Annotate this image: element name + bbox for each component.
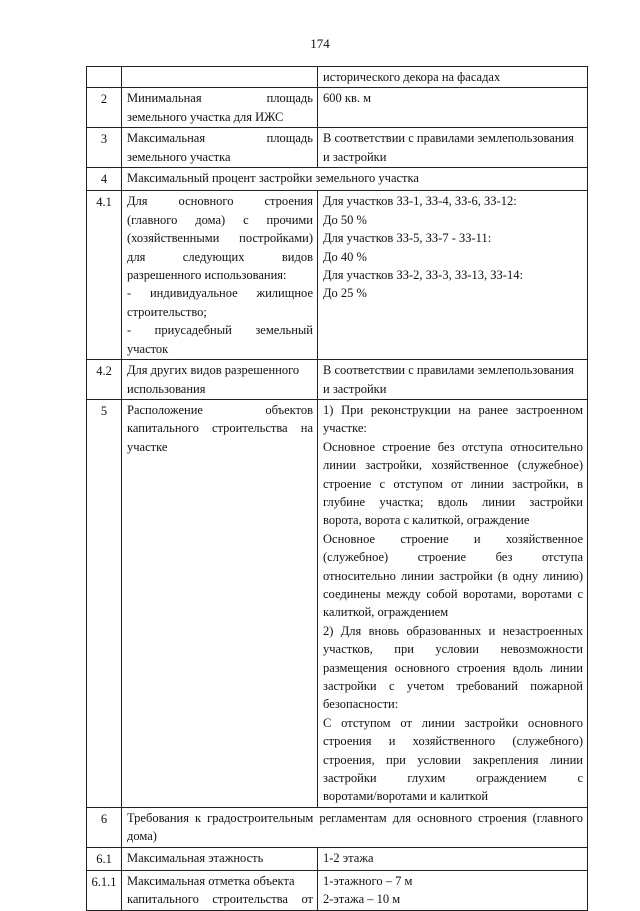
text-line: строительство; [127, 304, 207, 319]
table-row [87, 360, 588, 400]
text-line: Основное строение без отступа относительно [323, 439, 583, 454]
row-number: 2 [87, 88, 122, 128]
text-line: участок [127, 341, 169, 356]
text-line: С отступом от линии застройки основного [323, 715, 583, 730]
parameter-value [318, 399, 588, 807]
text-line: соединены между собой воротами, воротами с [323, 586, 583, 601]
text-line: линии застройки, хозяйственное (служебное) [323, 458, 583, 473]
table-row [87, 191, 588, 360]
parameter-name [122, 360, 318, 400]
text-line: (хозяйственными постройками) [127, 231, 313, 246]
table-row [87, 168, 588, 191]
regulations-table [86, 66, 588, 911]
text-line: Минимальная площадь [127, 91, 313, 106]
text-line: До 25 % [323, 286, 367, 301]
parameter-name [122, 88, 318, 128]
parameter-value [318, 871, 588, 911]
text-line: относительно линии застройки (в одну линию) [323, 568, 583, 583]
text-line: - индивидуальное жилищное [127, 286, 313, 301]
text-line: Для участков ЗЗ-1, ЗЗ-4, ЗЗ-6, ЗЗ-12: [323, 194, 517, 209]
text-line: участке [127, 439, 168, 454]
text-line: (главного дома) с прочими [127, 212, 313, 227]
parameter-name: Максимальная этажность [122, 847, 318, 870]
text-line: 2) Для вновь образованных и незастроенных [323, 623, 583, 638]
text-line: В соответствии с правилами землепользования [323, 363, 574, 378]
section-heading: Максимальный процент застройки земельного участка [122, 168, 588, 191]
text-line: разрешенного использования: [127, 268, 287, 283]
text-line: земельного участка для ИЖС [127, 109, 284, 124]
row-number: 3 [87, 128, 122, 168]
parameter-name [122, 871, 318, 911]
row-number [87, 67, 122, 88]
text-line: Основное строение и хозяйственное [323, 531, 583, 546]
table-row [87, 807, 588, 847]
parameter-value [318, 191, 588, 360]
row-number: 6.1.1 [87, 871, 122, 911]
text-line: размещения основного строения вдоль линии [323, 660, 583, 675]
parameter-name [122, 191, 318, 360]
parameter-value: 1-2 этажа [318, 847, 588, 870]
parameter-value: 600 кв. м [318, 88, 588, 128]
parameter-name [122, 399, 318, 807]
text-line: До 50 % [323, 212, 367, 227]
text-line: застройки глухим ограждением с [323, 771, 583, 786]
text-line: и застройки [323, 149, 387, 164]
table-row [87, 128, 588, 168]
row-number: 4.2 [87, 360, 122, 400]
row-number: 4 [87, 168, 122, 191]
table-row [87, 871, 588, 911]
text-line: безопасности: [323, 697, 399, 712]
text-line: Для участков ЗЗ-5, ЗЗ-7 - ЗЗ-11: [323, 231, 492, 246]
parameter-value [318, 360, 588, 400]
row-number: 6 [87, 807, 122, 847]
text-line: В соответствии с правилами землепользования [323, 131, 574, 146]
parameter-name [122, 67, 318, 88]
text-line: Расположение объектов [127, 402, 313, 417]
text-line: земельного участка [127, 149, 231, 164]
text-line: для следующих видов [127, 249, 313, 264]
table-row [87, 88, 588, 128]
text-line: ворота, ворота с калиткой, ограждение [323, 513, 530, 528]
row-number: 4.1 [87, 191, 122, 360]
text-line: использования [127, 381, 206, 396]
text-line: глубине участка; вдоль линии застройки [323, 494, 583, 509]
text-line: Требования к градостроительным регламентам для основного строения (главного [127, 810, 583, 825]
text-line: Для основного строения [127, 194, 313, 209]
page-number: 174 [310, 36, 330, 51]
text-line: капитального строительства от [127, 892, 313, 907]
table-row [87, 67, 588, 88]
text-line: До 40 % [323, 249, 367, 264]
parameter-value: исторического декора на фасадах [318, 67, 588, 88]
parameter-value [318, 128, 588, 168]
text-line: Максимальная площадь [127, 131, 313, 146]
text-line: застройки с учетом требований пожарной [323, 679, 583, 693]
text-line: строение с отступом от линии застройки, в [323, 476, 583, 491]
table-row [87, 847, 588, 870]
text-line: участке: [323, 421, 367, 436]
row-number: 6.1 [87, 847, 122, 870]
text-line: 1-этажного – 7 м [323, 874, 413, 889]
text-line: строения и хозяйственного (служебного) [323, 734, 583, 749]
table-row [87, 399, 588, 807]
text-line: - приусадебный земельный [127, 323, 313, 338]
text-line: (служебное) строение без отступа [323, 550, 583, 565]
parameter-name [122, 128, 318, 168]
text-line: Для других видов разрешенного [127, 363, 300, 378]
text-line: 1) При реконструкции на ранее застроенном [323, 402, 583, 417]
text-line: дома) [127, 829, 157, 844]
text-line: строения, при условии закрепления линии [323, 752, 583, 767]
text-line: калиткой, ограждением [323, 605, 449, 620]
text-line: воротами/воротами и калиткой [323, 789, 489, 804]
text-line: и застройки [323, 381, 387, 396]
text-line: Для участков ЗЗ-2, ЗЗ-3, ЗЗ-13, ЗЗ-14: [323, 268, 523, 283]
section-heading [122, 807, 588, 847]
text-line: 2-этажа – 10 м [323, 892, 401, 907]
text-line: Максимальная отметка объекта [127, 874, 295, 889]
text-line: капитального строительства на [127, 421, 313, 436]
text-line: участков, при условии невозможности [323, 642, 583, 657]
row-number: 5 [87, 399, 122, 807]
